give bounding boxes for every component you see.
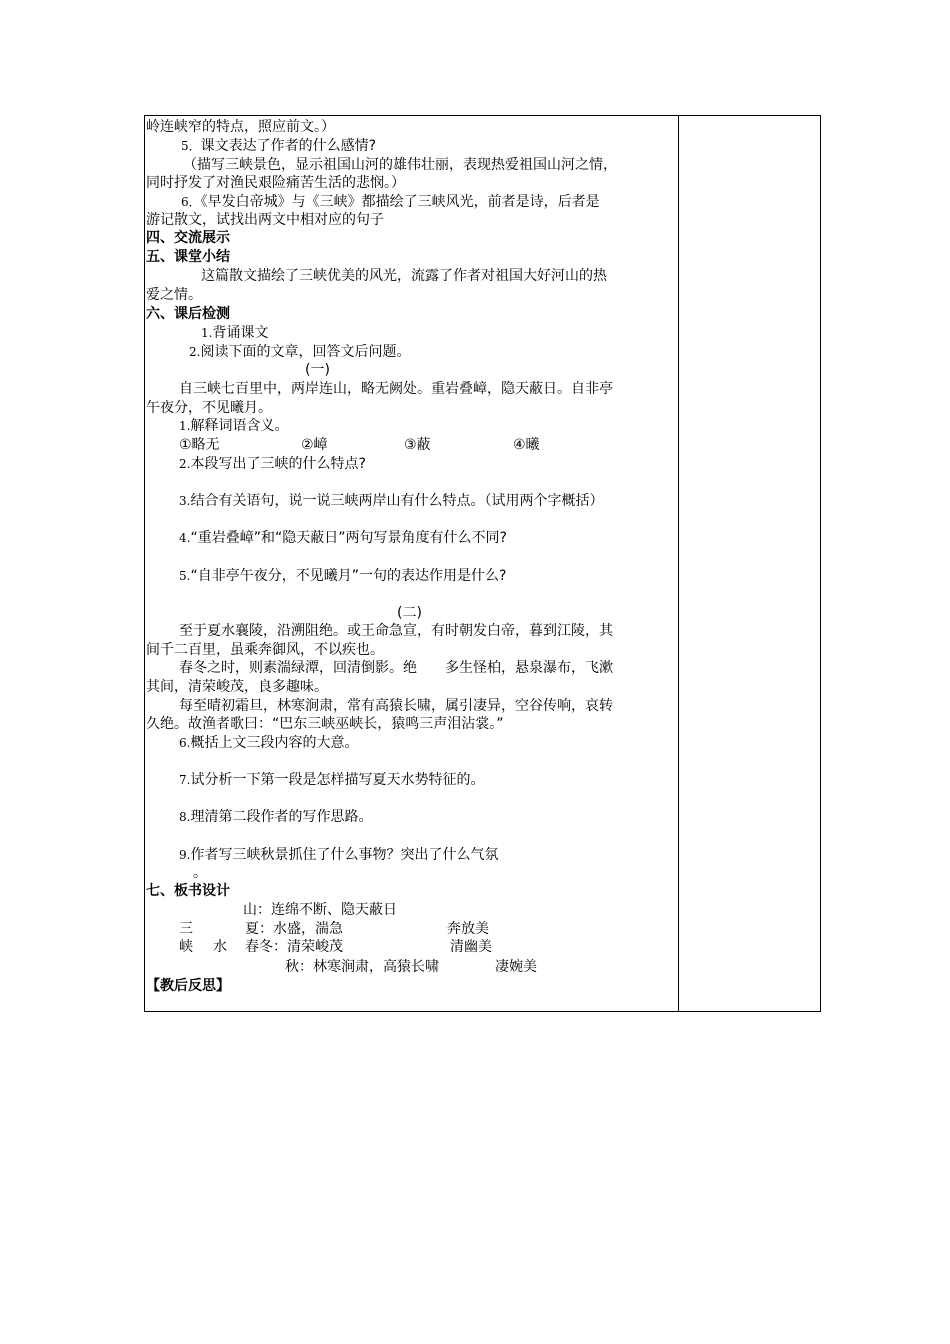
word-item: ②嶂 bbox=[301, 437, 328, 453]
sub-question-2 bbox=[179, 455, 366, 473]
word-item: ④曦 bbox=[513, 437, 540, 453]
passage-line: 午夜分，不见曦月。 bbox=[146, 400, 272, 416]
question-number: 4. bbox=[179, 531, 191, 545]
question-text: 《早发白帝城》与《三峡》都描绘了三峡风光，前者是诗，后者是 bbox=[200, 194, 600, 210]
task-text: 背诵课文 bbox=[212, 325, 269, 341]
passage-1-label: (一) bbox=[305, 362, 330, 378]
question-number: 6. bbox=[179, 736, 191, 750]
question-number: 5． bbox=[181, 139, 201, 153]
task-2 bbox=[189, 343, 410, 361]
section-heading: 五、课堂小结 bbox=[146, 249, 230, 265]
question-5 bbox=[181, 137, 376, 155]
board-design-item: 水 bbox=[213, 939, 227, 955]
board-design-item: 秋：林寒涧肃，高猿长啸 bbox=[285, 959, 439, 975]
board-design-item: 奔放美 bbox=[447, 921, 489, 937]
passage-line: 春冬之时，则素湍绿潭，回清倒影。绝 多生怪柏，悬泉瀑布，飞漱 bbox=[179, 660, 613, 676]
section-heading: 四、交流展示 bbox=[146, 230, 230, 246]
question-number: 1. bbox=[179, 419, 191, 433]
word-item: ③蔽 bbox=[404, 437, 431, 453]
board-design-item: 凄婉美 bbox=[495, 959, 537, 975]
board-design-item: 山：连绵不断、隐天蔽日 bbox=[243, 902, 397, 918]
passage-line: 自三峡七百里中，两岸连山，略无阙处。重岩叠嶂，隐天蔽日。自非亭 bbox=[179, 381, 613, 397]
question-number: 5. bbox=[179, 569, 191, 583]
task-text: 阅读下面的文章，回答文后问题。 bbox=[200, 344, 411, 360]
summary-line: 这篇散文描绘了三峡优美的风光，流露了作者对祖国大好河山的热 bbox=[201, 268, 607, 284]
board-design-item: 峡 bbox=[179, 939, 193, 955]
board-design-item: 夏：水盛，湍急 bbox=[245, 921, 343, 937]
sub-question-6 bbox=[179, 734, 358, 752]
section-heading: 七、板书设计 bbox=[146, 883, 230, 899]
passage-line: 每至晴初霜旦，林寒涧肃，常有高猿长啸，属引凄异，空谷传响，哀转 bbox=[179, 698, 613, 714]
question-text: “自非亭午夜分，不见曦月”一句的表达作用是什么? bbox=[190, 568, 507, 584]
passage-line: 间千二百里，虽乘奔御风，不以疾也。 bbox=[146, 642, 384, 658]
question-number: 6． bbox=[181, 195, 201, 209]
question-number: 3. bbox=[179, 494, 191, 508]
sub-question-8 bbox=[179, 808, 372, 826]
board-design-item: 三 bbox=[179, 921, 193, 937]
task-number: 1. bbox=[201, 326, 213, 340]
question-text: 理清第二段作者的写作思路。 bbox=[190, 809, 373, 825]
question-text: 课文表达了作者的什么感情? bbox=[200, 138, 377, 154]
board-design-item: 春冬：清荣峻茂 bbox=[245, 939, 343, 955]
question-text: 概括上文三段内容的大意。 bbox=[190, 735, 359, 751]
reflection-heading: 【教后反思】 bbox=[146, 978, 230, 994]
question-text: 结合有关语句，说一说三峡两岸山有什么特点。（试用两个字概括） bbox=[190, 493, 604, 509]
passage-line: 至于夏水襄陵，沿溯阻绝。或王命急宣，有时朝发白帝，暮到江陵，其 bbox=[179, 623, 613, 639]
sub-question-3 bbox=[179, 492, 603, 510]
question-text: 本段写出了三峡的什么特点? bbox=[190, 456, 366, 472]
passage-line: 久绝。故渔者歌曰：“巴东三峡巫峡长，猿鸣三声泪沾裳。” bbox=[146, 716, 504, 732]
word-item: ①略无 bbox=[179, 437, 220, 453]
question-text: 解释词语含义。 bbox=[190, 418, 289, 434]
notes-cell bbox=[679, 116, 820, 1011]
text-line: 岭连峡窄的特点，照应前文。） bbox=[146, 119, 335, 135]
lesson-content-cell bbox=[145, 116, 678, 1011]
task-number: 2. bbox=[189, 345, 201, 359]
section-heading: 六、课后检测 bbox=[146, 306, 230, 322]
task-1 bbox=[201, 324, 268, 342]
question-text: 作者写三峡秋景抓住了什么事物？突出了什么气氛 bbox=[190, 847, 499, 863]
lesson-plan-table bbox=[144, 115, 821, 1012]
question-number: 9. bbox=[179, 848, 191, 862]
board-design-item: 清幽美 bbox=[450, 939, 492, 955]
passage-line: 其间，清荣峻茂，良多趣味。 bbox=[146, 679, 328, 695]
question-number: 7. bbox=[179, 773, 191, 787]
question-number: 2. bbox=[179, 457, 191, 471]
question-text: “重岩叠嶂”和“隐天蔽日”两句写景角度有什么不同? bbox=[190, 530, 507, 546]
sub-question-4 bbox=[179, 529, 507, 547]
question-number: 8. bbox=[179, 810, 191, 824]
sub-question-7 bbox=[179, 771, 484, 789]
question-text: 试分析一下第一段是怎样描写夏天水势特征的。 bbox=[190, 772, 485, 788]
question-6 bbox=[181, 193, 600, 211]
sub-question-1 bbox=[179, 417, 288, 435]
summary-line: 爱之情。 bbox=[146, 287, 202, 303]
trailing-period: 。 bbox=[193, 865, 207, 881]
answer-line: （描写三峡景色，显示祖国山河的雄伟壮丽，表现热爱祖国山河之情， bbox=[183, 157, 617, 173]
sub-question-9 bbox=[179, 846, 498, 864]
sub-question-5 bbox=[179, 567, 506, 585]
text-line: 游记散文，试找出两文中相对应的句子 bbox=[146, 212, 384, 228]
passage-2-label: (二) bbox=[397, 605, 422, 621]
answer-line: 同时抒发了对渔民艰险痛苦生活的悲悯。） bbox=[146, 175, 405, 191]
